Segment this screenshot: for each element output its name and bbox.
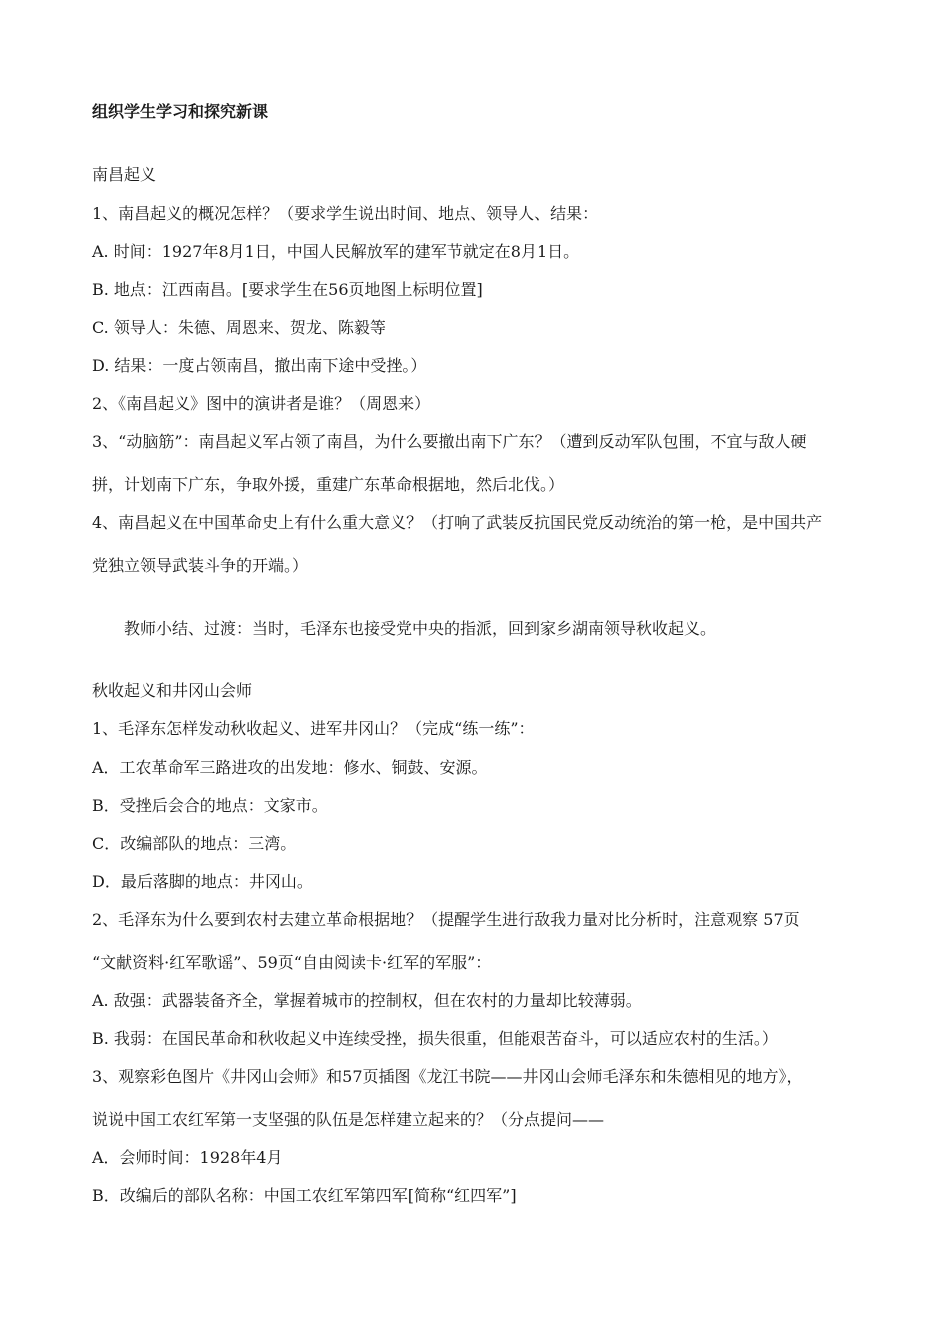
nanchang-line-3: B. 地点：江西南昌。[要求学生在56页地图上标明位置] bbox=[92, 280, 483, 299]
nanchang-line-1: 1、南昌起义的概况怎样？（要求学生说出时间、地点、领导人、结果： bbox=[92, 204, 599, 223]
autumn-line-11: 说说中国工农红军第一支坚强的队伍是怎样建立起来的？（分点提问—— bbox=[92, 1110, 605, 1129]
nanchang-line-9: 4、南昌起义在中国革命史上有什么重大意义？（打响了武装反抗国民党反动统治的第一枪，是中国共产 bbox=[92, 513, 823, 532]
nanchang-line-7: 3、“动脑筋”：南昌起义军占领了南昌，为什么要撤出南下广东？（遭到反动军队包围，不宜与敌人硬 bbox=[92, 432, 807, 451]
autumn-line-9: B. 我弱：在国民革命和秋收起义中连续受挫，损失很重，但能艰苦奋斗，可以适应农村的生活。） bbox=[92, 1029, 778, 1048]
nanchang-line-4: C. 领导人：朱德、周恩来、贺龙、陈毅等 bbox=[92, 318, 386, 337]
section-title-nanchang: 南昌起义 bbox=[92, 165, 157, 184]
section-title-autumn-harvest: 秋收起义和井冈山会师 bbox=[92, 681, 253, 700]
autumn-line-12: A．会师时间：1928年4月 bbox=[92, 1148, 283, 1167]
autumn-line-8: A. 敌强：武器装备齐全，掌握着城市的控制权，但在农村的力量却比较薄弱。 bbox=[92, 991, 642, 1010]
autumn-line-5: D．最后落脚的地点：井冈山。 bbox=[92, 872, 313, 891]
nanchang-line-8: 拼，计划南下广东，争取外援，重建广东革命根据地，然后北伐。） bbox=[92, 475, 565, 494]
autumn-line-4: C．改编部队的地点：三湾。 bbox=[92, 834, 297, 853]
autumn-line-7: “文献资料·红军歌谣”、59页“自由阅读卡·红军的军服”： bbox=[92, 953, 492, 972]
autumn-line-6: 2、毛泽东为什么要到农村去建立革命根据地？（提醒学生进行敌我力量对比分析时，注意观察 57页 bbox=[92, 910, 800, 929]
autumn-line-3: B．受挫后会合的地点：文家市。 bbox=[92, 796, 328, 815]
document-heading: 组织学生学习和探究新课 bbox=[92, 102, 269, 121]
autumn-line-1: 1、毛泽东怎样发动秋收起义、进军井冈山？（完成“练一练”： bbox=[92, 719, 535, 738]
transition-paragraph: 教师小结、过渡：当时，毛泽东也接受党中央的指派，回到家乡湖南领导秋收起义。 bbox=[124, 619, 717, 638]
nanchang-line-5: D. 结果：一度占领南昌，撤出南下途中受挫。） bbox=[92, 356, 427, 375]
autumn-line-2: A．工农革命军三路进攻的出发地：修水、铜鼓、安源。 bbox=[92, 758, 488, 777]
autumn-line-10: 3、观察彩色图片《井冈山会师》和57页插图《龙江书院——井冈山会师毛泽东和朱德相见的地方》， bbox=[92, 1067, 803, 1086]
nanchang-line-10: 党独立领导武装斗争的开端。） bbox=[92, 556, 309, 575]
nanchang-line-6: 2、《南昌起义》图中的演讲者是谁？（周恩来） bbox=[92, 394, 431, 413]
autumn-line-13: B．改编后的部队名称：中国工农红军第四军[简称“红四军”] bbox=[92, 1186, 517, 1205]
nanchang-line-2: A. 时间：1927年8月1日，中国人民解放军的建军节就定在8月1日。 bbox=[92, 242, 580, 261]
